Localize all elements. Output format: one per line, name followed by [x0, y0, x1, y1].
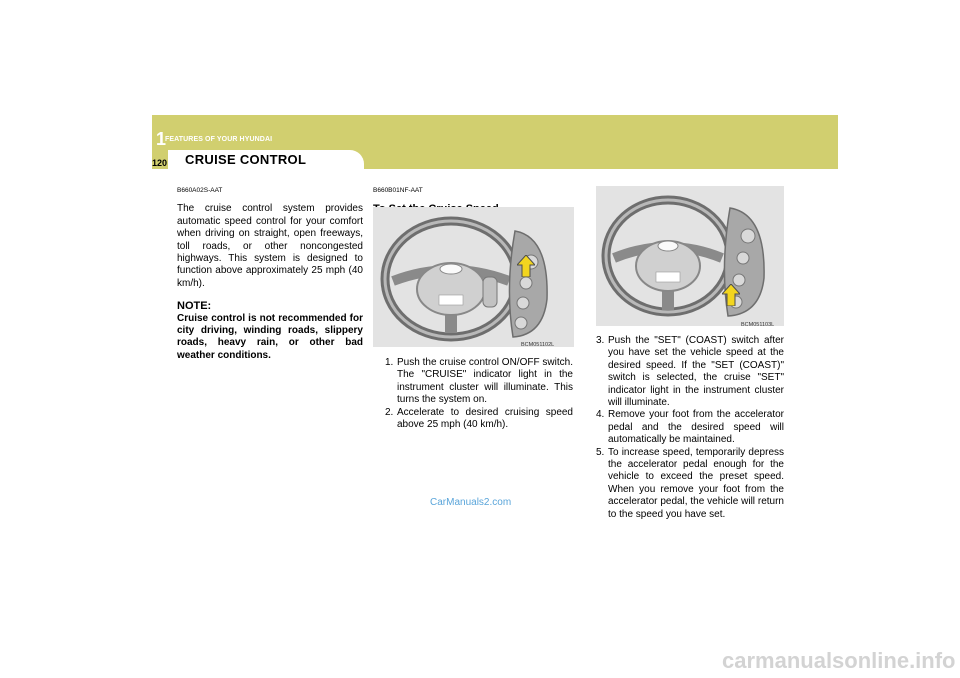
step-text: Push the "SET" (COAST) switch after you have set the vehicle speed at the desired speed. If the "SET (COAST)" switch is selected, the cruise "SET" indicator light in the instrument cluster will illuminate.	[608, 335, 784, 409]
note-text: Cruise control is not recommended for city driving, winding roads, slippery roads, heavy rain, or other bad weather conditions.	[177, 312, 363, 361]
step-text: Accelerate to desired cruising speed above 25 mph (40 km/h).	[397, 406, 573, 431]
left-column	[177, 185, 363, 362]
figure-code-1: BCM051102L	[521, 342, 555, 348]
section-code: B660A02S-AAT	[177, 187, 223, 194]
list-item	[596, 447, 784, 521]
steps-list-2	[596, 335, 784, 521]
list-item	[596, 335, 784, 409]
intro-paragraph: The cruise control system provides automatic speed control for your comfort when driving on straight, open freeways, toll roads, or other noncongested highways. This system is designed to function above approximately 25 mph (40 km/h).	[177, 203, 363, 289]
highlight-arrow-icon	[722, 284, 740, 306]
figure-code-2: BCM051103L	[741, 322, 775, 328]
steering-wheel-illustration	[596, 186, 784, 326]
step-number: 5.	[596, 446, 605, 458]
list-item	[596, 409, 784, 446]
note-heading: NOTE:	[177, 300, 212, 313]
step-text: Push the cruise control ON/OFF switch. The "CRUISE" indicator light in the instrument cluster will illuminate. This turns the system on.	[397, 357, 573, 406]
right-steps	[596, 335, 784, 521]
step-text: Remove your foot from the accelerator pedal and the desired speed will automatically be maintained.	[608, 409, 784, 446]
steps-list-1	[385, 357, 573, 431]
subsection-code: B660B01NF-AAT	[373, 187, 423, 194]
list-item	[385, 357, 573, 407]
watermark-link[interactable]: CarManuals2.com	[430, 497, 512, 508]
step-number: 1.	[385, 357, 394, 368]
chapter-title: FEATURES OF YOUR HYUNDAI	[165, 136, 273, 143]
footer-watermark: carmanualsonline.info	[722, 648, 956, 673]
list-item	[385, 407, 573, 432]
steering-wheel-figure-1	[373, 207, 574, 347]
steering-wheel-figure-2	[596, 186, 784, 326]
chapter-number: 1	[156, 129, 167, 149]
highlight-arrow-icon	[517, 255, 535, 277]
step-text: To increase speed, temporarily depress the accelerator pedal enough for the vehicle to exceed the preset speed. When you remove your foot from the accelerator pedal, the vehicle will return to the speed you have set.	[608, 446, 784, 520]
middle-steps	[385, 357, 573, 431]
section-title: CRUISE CONTROL	[185, 152, 307, 167]
step-number: 3.	[596, 335, 605, 346]
steering-wheel-illustration	[373, 207, 574, 347]
page-number: 120	[152, 158, 168, 168]
step-number: 2.	[385, 406, 394, 418]
step-number: 4.	[596, 409, 605, 421]
